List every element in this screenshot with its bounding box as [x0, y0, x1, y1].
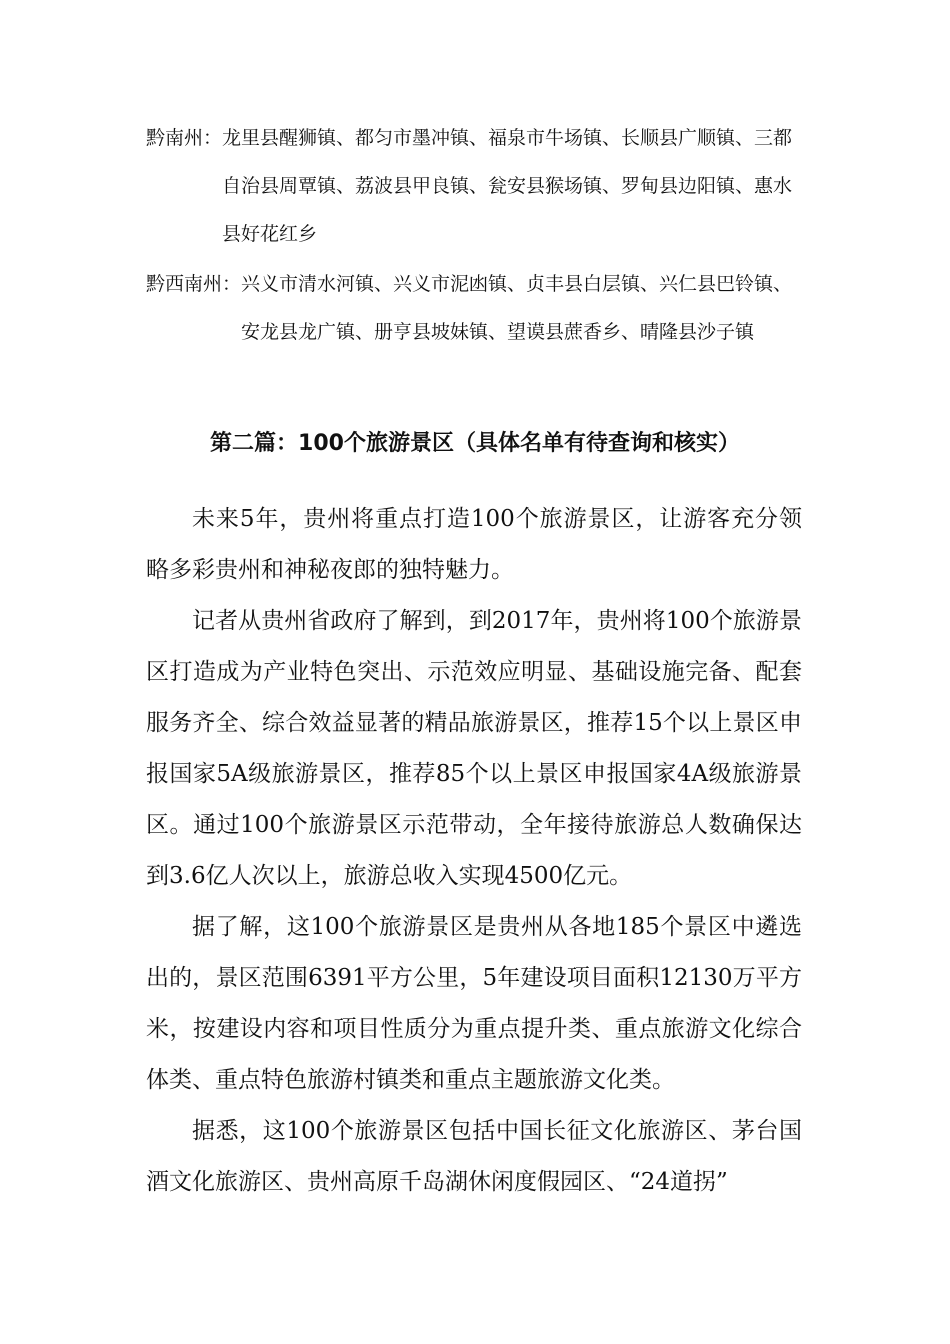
paragraph-1: 未来5年，贵州将重点打造100个旅游景区，让游客充分领略多彩贵州和神秘夜郎的独特魅力。 [146, 506, 802, 583]
article-body [146, 494, 802, 1208]
qianxinan-label: 黔西南州： [146, 273, 242, 295]
paragraph-2: 记者从贵州省政府了解到，到2017年，贵州将100个旅游景区打造成为产业特色突出、示范效应明显、基础设施完备、配套服务齐全、综合效益显著的精品旅游景区，推荐15个以上景区申报国家5A级旅游景区，推荐85个以上景区申报国家4A级旅游景区。通过100个旅游景区示范带动，全年接待旅游总人数确保达到3.6亿人次以上，旅游总收入实现4500亿元。 [146, 608, 802, 889]
qiannan-label: 黔南州： [146, 127, 223, 149]
qianxinan-items: 兴义市清水河镇、兴义市泥凼镇、贞丰县白层镇、兴仁县巴铃镇、安龙县龙广镇、册亨县坡妹镇、望谟县蔗香乡、晴隆县沙子镇 [241, 273, 793, 343]
paragraph-4: 据悉，这100个旅游景区包括中国长征文化旅游区、茅台国酒文化旅游区、贵州高原千岛湖休闲度假园区、“24道拐” [146, 1118, 802, 1195]
qianxinan-row [146, 260, 806, 356]
section-title: 第二篇：100个旅游景区（具体名单有待查询和核实） [210, 431, 740, 456]
qianxinan-town-list [146, 260, 806, 356]
qiannan-items: 龙里县醒狮镇、都匀市墨冲镇、福泉市牛场镇、长顺县广顺镇、三都自治县周覃镇、荔波县甲良镇、瓮安县猴场镇、罗甸县边阳镇、惠水县好花红乡 [222, 127, 793, 245]
qiannan-town-list [146, 114, 806, 258]
paragraph-3: 据了解，这100个旅游景区是贵州从各地185个景区中遴选出的，景区范围6391平方公里，5年建设项目面积12130万平方米，按建设内容和项目性质分为重点提升类、重点旅游文化综合体类、重点特色旅游村镇类和重点主题旅游文化类。 [146, 914, 802, 1093]
qiannan-row [146, 114, 806, 258]
